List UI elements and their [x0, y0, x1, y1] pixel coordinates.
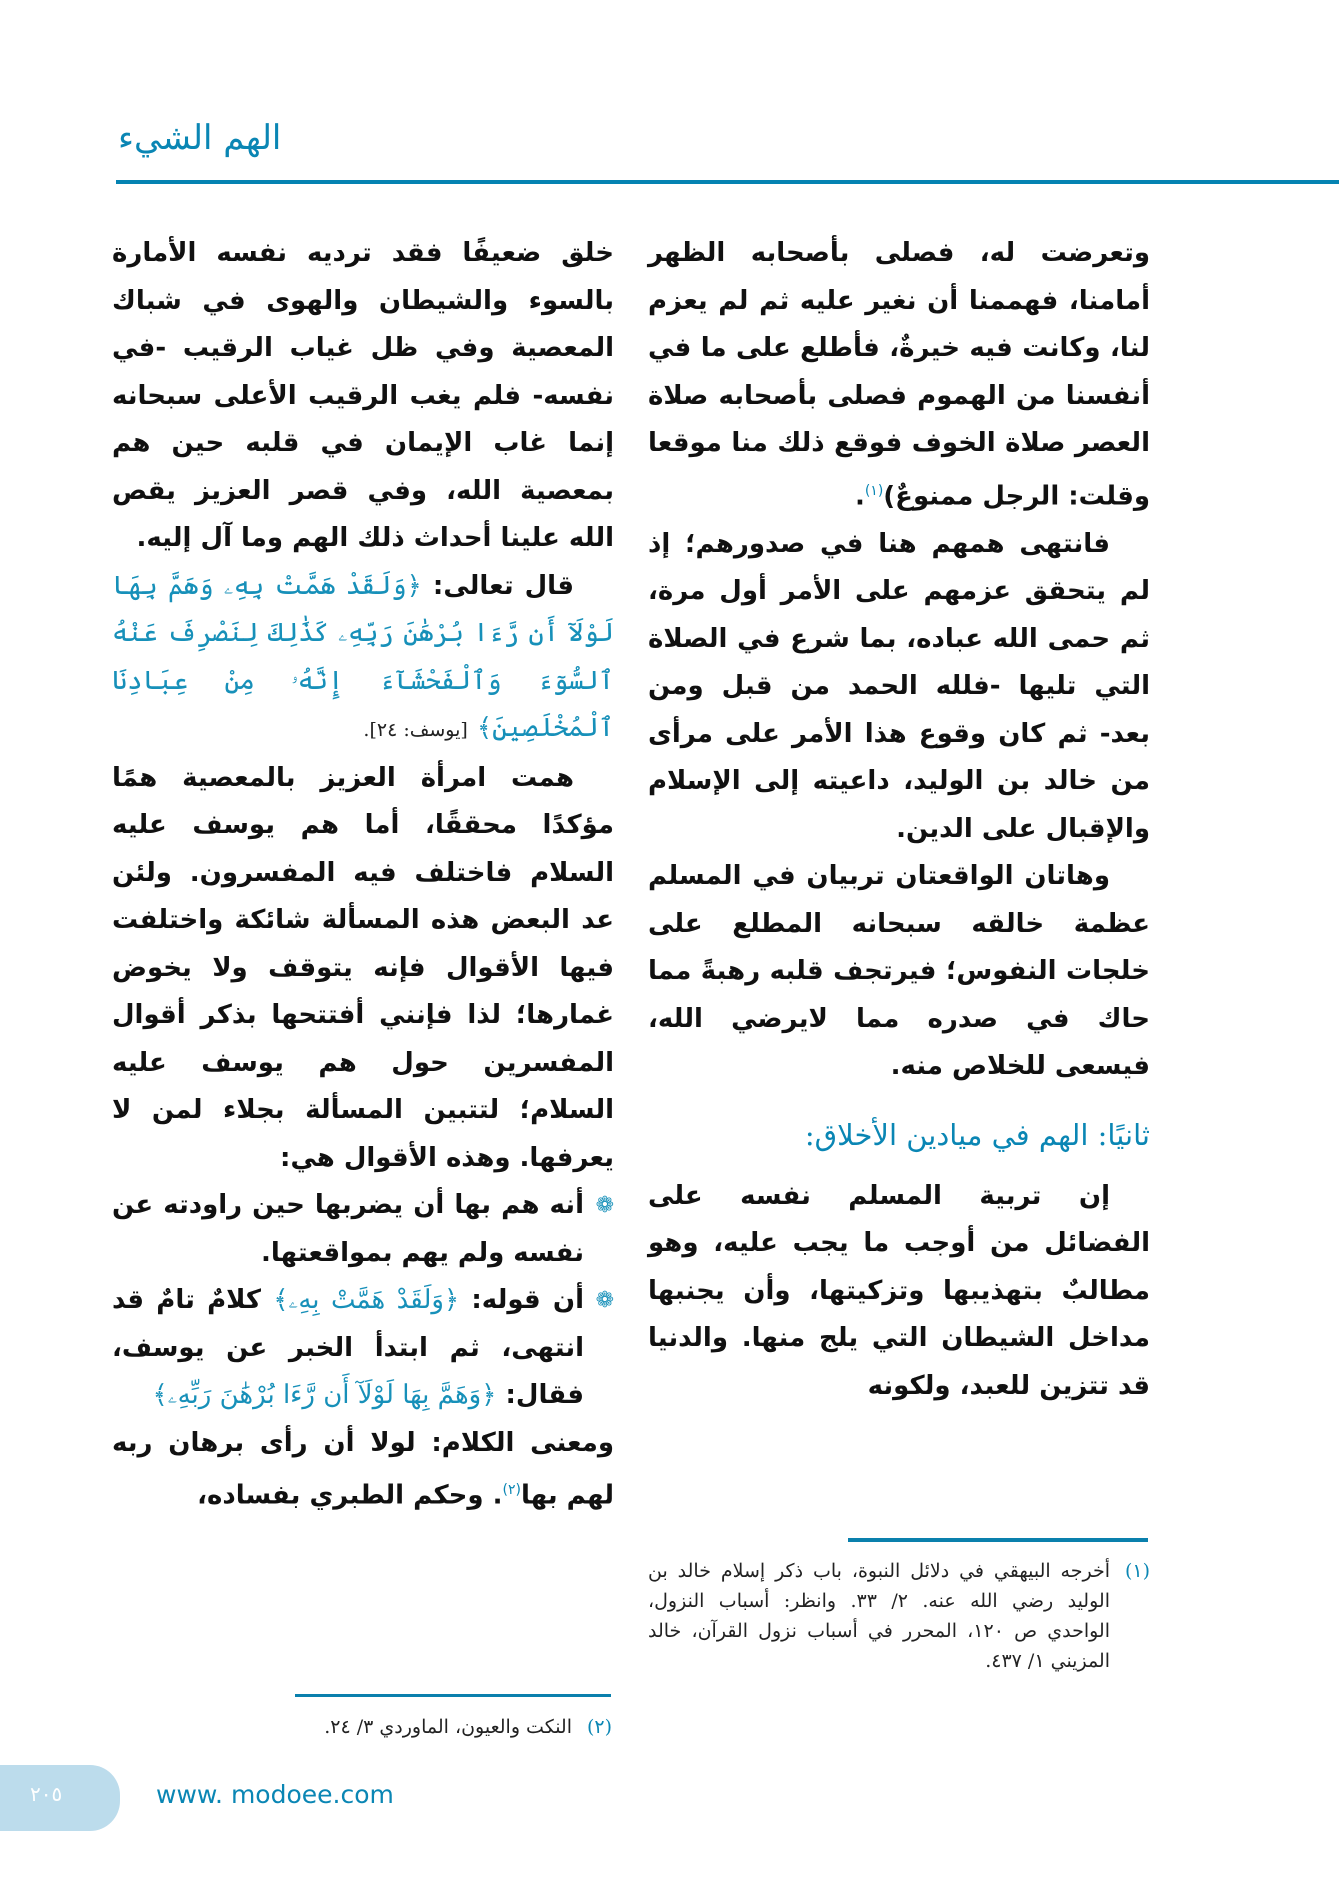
footnote-rule-right: [848, 1538, 1148, 1542]
running-header-title: الهم الشيء: [118, 118, 282, 158]
flower-bullet-icon: ❁: [595, 1288, 614, 1313]
footnote-2-text: النكت والعيون، الماوردي ٣/ ٢٤.: [324, 1716, 572, 1738]
left-paragraph-2: همت امرأة العزيز بالمعصية همًا مؤكدًا محققًا، أما هم يوسف عليه السلام فاختلف فيه المفسرون. ولئن عد البعض هذه المسألة شائكة واختلفت فيها الأقوال فإنه يتوقف ولا يخوض غمارها؛ لذا فإنني أفتتحها بذكر أقوال المفسرين حول هم يوسف عليه السلام؛ لتتبين المسألة بجلاء لمن لا يعرفها. وهذه الأقوال هي:: [112, 762, 614, 1173]
page-number: ٢٠٥: [30, 1782, 63, 1806]
bullet-2-middle: كلامٌ تامٌ قد انتهى، ثم ابتدأ الخبر عن يوسف، فقال:: [112, 1285, 584, 1410]
left-paragraph-1: خلق ضعيفًا فقد ترديه نفسه الأمارة بالسوء والشيطان والهوى في شباك المعصية وفي ظل غياب الرقيب -في نفسه- فلم يغب الرقيب الأعلى سبحانه إنما غاب الإيمان في قلبه حين هم بمعصية الله، وفي قصر العزيز يقص الله علينا أحداث ذلك الهم وما آل إليه.: [112, 238, 614, 553]
right-paragraph-1: [648, 230, 1150, 521]
ornate-bracket-open-icon: ﴿: [443, 1285, 460, 1315]
ornate-bracket-close-icon: ﴾: [273, 1285, 289, 1315]
quran-verse: وَلَقَدْ هَمَّتْ بِهِۦ وَهَمَّ بِهَا لَوْلَآ أَن رَّءَا بُرْهَٰنَ رَبِّهِۦ كَذَٰلِكَ لِنَصْرِفَ عَنْهُ ٱلسُّوٓءَ وَٱلْفَحْشَآءَ إِنَّهُۥ مِنْ عِبَادِنَا ٱلْمُخْلَصِينَ: [112, 570, 614, 743]
right-paragraph-2: فانتهى همهم هنا في صدورهم؛ إذ لم يتحقق عزمهم على الأمر أول مرة، ثم حمى الله عباده، بما شرع في الصلاة التي تليها -فلله الحمد من قبل ومن بعد- ثم كان وقوع هذا الأمر على مرأى من خالد بن الوليد، داعيته إلى الإسلام والإقبال على الدين.: [648, 528, 1150, 844]
header-rule: [116, 180, 1339, 184]
verse-reference: [يوسف: ٢٤].: [363, 719, 468, 741]
ornate-bracket-close-icon: ﴾: [476, 713, 493, 743]
quran-quote-block: [112, 563, 614, 755]
footnote-2-number: (٢): [586, 1716, 612, 1738]
right-column: [648, 230, 1150, 1410]
section-heading: ثانيًا: الهم في ميادين الأخلاق:: [804, 1117, 1150, 1152]
left-paragraph-3-end: . وحكم الطبري بفساده،: [197, 1480, 503, 1511]
ornate-bracket-open-icon: ﴿: [481, 1380, 497, 1410]
bullet-item-1: [112, 1182, 614, 1277]
footnote-1: [648, 1556, 1150, 1676]
bullet-item-2-text: [112, 1277, 584, 1420]
left-column: [112, 230, 614, 1520]
flower-bullet-icon: ❁: [595, 1193, 614, 1218]
bullet-item-1-text: أنه هم بها أن يضربها حين راودته عن نفسه ولم يهم بمواقعتها.: [112, 1190, 584, 1268]
ornate-bracket-open-icon: ﴿: [406, 570, 422, 601]
bullet-2-before: أن قوله:: [471, 1285, 584, 1315]
footnote-rule-left: [295, 1694, 611, 1697]
right-paragraph-1-end: .: [854, 481, 865, 512]
footnote-ref-2[interactable]: (٢): [502, 1482, 521, 1498]
left-paragraph-3-text: ومعنى الكلام: لولا أن رأى برهان ربه لهم بها: [112, 1427, 614, 1511]
footnote-2: [290, 1712, 612, 1742]
footnote-ref-1[interactable]: (١): [864, 482, 884, 499]
footnote-1-number: (١): [1124, 1560, 1150, 1582]
right-paragraph-4: إن تربية المسلم نفسه على الفضائل من أوجب ما يجب عليه، وهو مطالبٌ بتهذيبها وتزكيتها، وأن يجنبها مداخل الشيطان التي يلج منها. والدنيا قد تتزين للعبد، ولكونه: [648, 1180, 1150, 1401]
right-paragraph-1-text: وتعرضت له، فصلى بأصحابه الظهر أمامنا، فهممنا أن نغير عليه ثم لم يعزم لنا، وكانت فيه خيرةٌ، فأطلع على ما في أنفسنا من الهموم فصلى بأصحابه صلاة العصر صلاة الخوف فوقع ذلك منا موقعا وقلت: الرجل ممنوعٌ): [648, 238, 1150, 512]
quran-fragment-2: وَهَمَّ بِهَا لَوْلَآ أَن رَّءَا بُرْهَٰنَ رَبِّهِۦ: [167, 1380, 482, 1410]
left-paragraph-3: [112, 1420, 614, 1521]
quran-fragment-1: وَلَقَدْ هَمَّتْ بِهِۦ: [288, 1285, 444, 1315]
right-paragraph-3: وهاتان الواقعتان تربيان في المسلم عظمة خالقه سبحانه المطلع على خلجات النفوس؛ فيرتجف قلبه رهبةً مما حاك في صدره مما لايرضي الله، فيسعى للخلاص منه.: [648, 861, 1150, 1082]
website-link[interactable]: www. modoee.com: [156, 1780, 394, 1809]
ornate-bracket-close-icon: ﴾: [152, 1380, 168, 1410]
quote-intro: قال تعالى:: [432, 570, 574, 601]
footnote-1-text: أخرجه البيهقي في دلائل النبوة، باب ذكر إسلام خالد بن الوليد رضي الله عنه. ٢/ ٣٣. وانظر: أسباب النزول، الواحدي ص ١٢٠، المحرر في أسباب نزول القرآن، خالد المزيني ١/ ٤٣٧.: [648, 1560, 1110, 1672]
bullet-item-2: [112, 1277, 614, 1420]
